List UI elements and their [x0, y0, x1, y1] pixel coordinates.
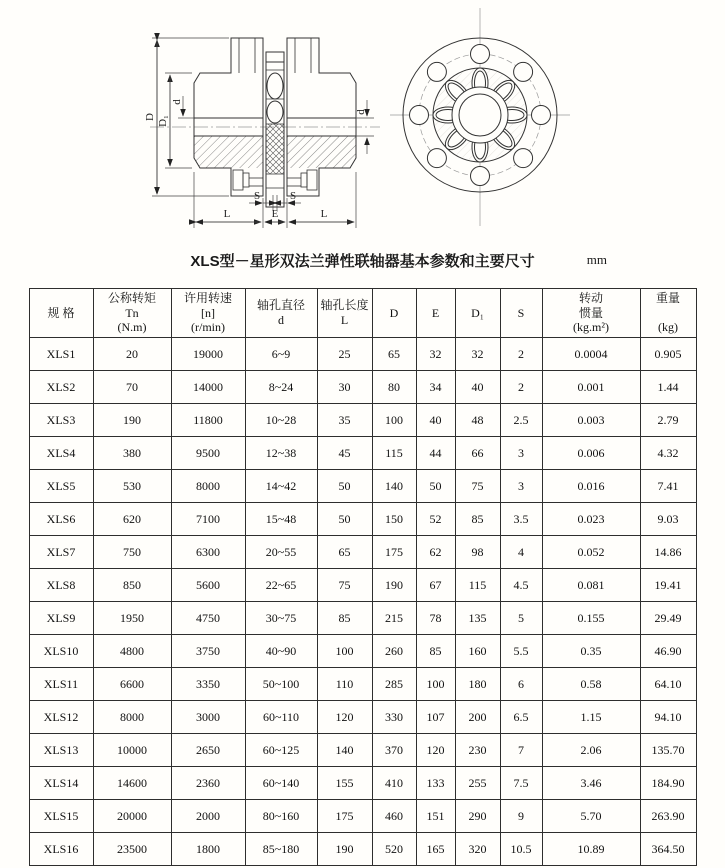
- column-header-line: (kg.m²): [573, 320, 609, 335]
- table-row: [29, 470, 696, 503]
- table-cell: 85: [317, 602, 372, 635]
- table-cell: 22~65: [245, 569, 317, 602]
- dim-label-S-left: S: [253, 190, 261, 202]
- table-cell: 14600: [93, 767, 171, 800]
- table-cell: 40: [455, 371, 500, 404]
- dim-label-d-left: d: [171, 99, 183, 105]
- column-header-2: [171, 289, 245, 338]
- table-cell: 50: [317, 470, 372, 503]
- table-cell: 151: [416, 800, 455, 833]
- row-label: XLS7: [29, 536, 93, 569]
- table-cell: 34: [416, 371, 455, 404]
- table-cell: 78: [416, 602, 455, 635]
- table-cell: 35: [317, 404, 372, 437]
- section-view: [144, 38, 380, 228]
- table-cell: 67: [416, 569, 455, 602]
- table-cell: 30: [317, 371, 372, 404]
- column-header-line: (r/min): [191, 320, 225, 335]
- table-row: [29, 734, 696, 767]
- table-cell: 100: [372, 404, 416, 437]
- table-cell: 120: [416, 734, 455, 767]
- table-cell: 0.001: [542, 371, 640, 404]
- table-row: [29, 569, 696, 602]
- column-header-line: [n]: [201, 305, 215, 320]
- table-cell: 6600: [93, 668, 171, 701]
- column-header-line: D: [389, 305, 399, 320]
- table-cell: 3: [500, 470, 542, 503]
- table-header-row: [29, 289, 696, 338]
- row-label: XLS12: [29, 701, 93, 734]
- table-cell: 165: [416, 833, 455, 866]
- column-header-8: [500, 289, 542, 338]
- table-row: [29, 536, 696, 569]
- table-cell: 32: [416, 338, 455, 371]
- table-cell: 4: [500, 536, 542, 569]
- table-cell: 2360: [171, 767, 245, 800]
- table-cell: 0.003: [542, 404, 640, 437]
- column-header-line: 惯量: [578, 305, 603, 320]
- table-cell: 3750: [171, 635, 245, 668]
- table-cell: 133: [416, 767, 455, 800]
- table-cell: 184.90: [640, 767, 696, 800]
- column-header-line: 重量: [655, 291, 680, 306]
- table-row: [29, 833, 696, 866]
- center-bore-circle: [459, 94, 501, 136]
- table-cell: 50~100: [245, 668, 317, 701]
- table-row: [29, 668, 696, 701]
- table-cell: 60~125: [245, 734, 317, 767]
- table-cell: 8~24: [245, 371, 317, 404]
- table-cell: 9500: [171, 437, 245, 470]
- table-cell: 45: [317, 437, 372, 470]
- table-cell: 2: [500, 338, 542, 371]
- table-row: [29, 338, 696, 371]
- page-title: XLS型－星形双法兰弹性联轴器基本参数和主要尺寸: [190, 253, 535, 270]
- column-header-5: [372, 289, 416, 338]
- table-cell: 44: [416, 437, 455, 470]
- table-cell: 11800: [171, 404, 245, 437]
- column-header-0: [29, 289, 93, 338]
- table-cell: 0.0004: [542, 338, 640, 371]
- table-cell: 285: [372, 668, 416, 701]
- table-cell: 5: [500, 602, 542, 635]
- row-label: XLS4: [29, 437, 93, 470]
- table-cell: 364.50: [640, 833, 696, 866]
- table-cell: 14~42: [245, 470, 317, 503]
- table-row: [29, 602, 696, 635]
- table-cell: 9.03: [640, 503, 696, 536]
- table-cell: 3.5: [500, 503, 542, 536]
- table-cell: 30~75: [245, 602, 317, 635]
- table-cell: 107: [416, 701, 455, 734]
- dim-label-L-right: L: [320, 208, 328, 220]
- table-cell: 380: [93, 437, 171, 470]
- table-cell: 6~9: [245, 338, 317, 371]
- table-cell: 0.052: [542, 536, 640, 569]
- table-cell: 14000: [171, 371, 245, 404]
- table-cell: 1.44: [640, 371, 696, 404]
- table-cell: 0.023: [542, 503, 640, 536]
- spec-table: [29, 288, 697, 866]
- technical-drawing: [0, 0, 725, 248]
- table-cell: 180: [455, 668, 500, 701]
- table-cell: 135: [455, 602, 500, 635]
- table-cell: 75: [455, 470, 500, 503]
- table-cell: 20000: [93, 800, 171, 833]
- table-cell: 85~180: [245, 833, 317, 866]
- row-label: XLS15: [29, 800, 93, 833]
- table-cell: 135.70: [640, 734, 696, 767]
- table-cell: 98: [455, 536, 500, 569]
- table-cell: 7.41: [640, 470, 696, 503]
- column-header-line: 轴孔直径: [256, 298, 305, 313]
- table-cell: 520: [372, 833, 416, 866]
- table-cell: 25: [317, 338, 372, 371]
- bolt-detail-left: [233, 170, 263, 190]
- table-cell: 19000: [171, 338, 245, 371]
- table-cell: 29.49: [640, 602, 696, 635]
- table-cell: 94.10: [640, 701, 696, 734]
- table-cell: 80: [372, 371, 416, 404]
- table-row: [29, 767, 696, 800]
- table-cell: 3.46: [542, 767, 640, 800]
- column-header-line: 轴孔长度: [320, 298, 369, 313]
- table-cell: 175: [372, 536, 416, 569]
- table-cell: 190: [93, 404, 171, 437]
- table-cell: 14.86: [640, 536, 696, 569]
- table-row: [29, 635, 696, 668]
- column-header-line: Tn: [125, 305, 139, 320]
- table-cell: 4750: [171, 602, 245, 635]
- front-view: [390, 8, 570, 226]
- table-cell: 65: [317, 536, 372, 569]
- table-cell: 4800: [93, 635, 171, 668]
- table-row: [29, 800, 696, 833]
- table-cell: 2650: [171, 734, 245, 767]
- table-cell: 200: [455, 701, 500, 734]
- column-header-7: [455, 289, 500, 338]
- table-cell: 20~55: [245, 536, 317, 569]
- table-cell: 160: [455, 635, 500, 668]
- table-cell: 1.15: [542, 701, 640, 734]
- table-cell: 100: [317, 635, 372, 668]
- column-header-line: (kg): [658, 320, 678, 335]
- table-row: [29, 437, 696, 470]
- table-cell: 140: [372, 470, 416, 503]
- table-cell: 0.35: [542, 635, 640, 668]
- row-label: XLS3: [29, 404, 93, 437]
- table-cell: 70: [93, 371, 171, 404]
- column-header-10: [640, 289, 696, 338]
- table-cell: 8000: [171, 470, 245, 503]
- table-cell: 3: [500, 437, 542, 470]
- dim-label-d-right: d: [355, 109, 367, 115]
- table-cell: 50: [416, 470, 455, 503]
- table-cell: 80~160: [245, 800, 317, 833]
- dim-label-E: E: [271, 208, 279, 220]
- table-cell: 5600: [171, 569, 245, 602]
- table-cell: 230: [455, 734, 500, 767]
- table-cell: 50: [317, 503, 372, 536]
- table-cell: 0.006: [542, 437, 640, 470]
- table-cell: 46.90: [640, 635, 696, 668]
- column-header-4: [317, 289, 372, 338]
- table-row: [29, 371, 696, 404]
- table-cell: 115: [455, 569, 500, 602]
- table-cell: 20: [93, 338, 171, 371]
- column-header-line: [642, 306, 695, 321]
- table-cell: 19.41: [640, 569, 696, 602]
- table-cell: 2: [500, 371, 542, 404]
- dim-label-S-right: S: [289, 190, 297, 202]
- row-label: XLS1: [29, 338, 93, 371]
- table-cell: 15~48: [245, 503, 317, 536]
- dim-label-D1: D₁: [157, 115, 169, 127]
- table-cell: 3350: [171, 668, 245, 701]
- column-header-line: 规 格: [47, 305, 75, 320]
- table-cell: 175: [317, 800, 372, 833]
- row-label: XLS2: [29, 371, 93, 404]
- column-header-line: L: [340, 313, 349, 327]
- table-cell: 60~110: [245, 701, 317, 734]
- table-cell: 85: [455, 503, 500, 536]
- table-cell: 190: [317, 833, 372, 866]
- table-cell: 32: [455, 338, 500, 371]
- table-cell: 1800: [171, 833, 245, 866]
- table-cell: 0.58: [542, 668, 640, 701]
- row-label: XLS8: [29, 569, 93, 602]
- table-cell: 40: [416, 404, 455, 437]
- table-cell: 215: [372, 602, 416, 635]
- table-row: [29, 503, 696, 536]
- table-cell: 10000: [93, 734, 171, 767]
- table-cell: 10.5: [500, 833, 542, 866]
- table-cell: 110: [317, 668, 372, 701]
- table-cell: 620: [93, 503, 171, 536]
- column-header-line: d: [278, 313, 284, 327]
- table-cell: 115: [372, 437, 416, 470]
- table-cell: 7.5: [500, 767, 542, 800]
- column-header-line: E: [431, 305, 440, 320]
- table-cell: 460: [372, 800, 416, 833]
- table-cell: 255: [455, 767, 500, 800]
- column-header-9: [542, 289, 640, 338]
- table-cell: 140: [317, 734, 372, 767]
- table-cell: 65: [372, 338, 416, 371]
- dim-label-D: D: [144, 113, 156, 121]
- column-header-line: (N.m): [117, 320, 147, 335]
- table-cell: 2.5: [500, 404, 542, 437]
- column-header-3: [245, 289, 317, 338]
- table-cell: 2.79: [640, 404, 696, 437]
- table-cell: 6.5: [500, 701, 542, 734]
- row-label: XLS16: [29, 833, 93, 866]
- table-cell: 0.081: [542, 569, 640, 602]
- table-cell: 7100: [171, 503, 245, 536]
- right-hub-outline: [287, 38, 356, 196]
- table-cell: 10~28: [245, 404, 317, 437]
- table-cell: 330: [372, 701, 416, 734]
- unit-label: mm: [586, 252, 607, 267]
- row-label: XLS6: [29, 503, 93, 536]
- table-cell: 52: [416, 503, 455, 536]
- coupling-drawing-svg: [0, 0, 725, 248]
- table-cell: 0.155: [542, 602, 640, 635]
- table-row: [29, 404, 696, 437]
- table-cell: 4.5: [500, 569, 542, 602]
- table-cell: 40~90: [245, 635, 317, 668]
- table-cell: 0.905: [640, 338, 696, 371]
- table-cell: 100: [416, 668, 455, 701]
- table-cell: 75: [317, 569, 372, 602]
- column-header-line: D₁: [471, 305, 484, 320]
- column-header-6: [416, 289, 455, 338]
- table-cell: 64.10: [640, 668, 696, 701]
- table-row: [29, 701, 696, 734]
- column-header-line: 许用转速: [183, 291, 232, 306]
- table-cell: 5.70: [542, 800, 640, 833]
- row-label: XLS10: [29, 635, 93, 668]
- table-cell: 66: [455, 437, 500, 470]
- row-label: XLS9: [29, 602, 93, 635]
- table-cell: 12~38: [245, 437, 317, 470]
- table-cell: 1950: [93, 602, 171, 635]
- table-cell: 2000: [171, 800, 245, 833]
- table-cell: 150: [372, 503, 416, 536]
- table-cell: 3000: [171, 701, 245, 734]
- bolt-detail-right: [287, 170, 317, 190]
- left-hub-outline: [194, 38, 263, 196]
- table-cell: 850: [93, 569, 171, 602]
- table-cell: 8000: [93, 701, 171, 734]
- column-header-line: 转动: [578, 291, 603, 306]
- dim-label-L-left: L: [223, 208, 231, 220]
- row-label: XLS13: [29, 734, 93, 767]
- table-cell: 2.06: [542, 734, 640, 767]
- table-cell: 370: [372, 734, 416, 767]
- table-cell: 320: [455, 833, 500, 866]
- table-cell: 7: [500, 734, 542, 767]
- table-cell: 48: [455, 404, 500, 437]
- row-label: XLS14: [29, 767, 93, 800]
- table-cell: 4.32: [640, 437, 696, 470]
- table-cell: 190: [372, 569, 416, 602]
- table-cell: 60~140: [245, 767, 317, 800]
- table-cell: 290: [455, 800, 500, 833]
- table-cell: 9: [500, 800, 542, 833]
- table-cell: 0.016: [542, 470, 640, 503]
- table-cell: 750: [93, 536, 171, 569]
- column-header-line: S: [517, 305, 525, 320]
- table-cell: 5.5: [500, 635, 542, 668]
- row-label: XLS5: [29, 470, 93, 503]
- table-cell: 10.89: [542, 833, 640, 866]
- table-cell: 6: [500, 668, 542, 701]
- row-label: XLS11: [29, 668, 93, 701]
- table-cell: 530: [93, 470, 171, 503]
- column-header-1: [93, 289, 171, 338]
- table-cell: 23500: [93, 833, 171, 866]
- table-cell: 155: [317, 767, 372, 800]
- table-cell: 263.90: [640, 800, 696, 833]
- table-cell: 260: [372, 635, 416, 668]
- table-cell: 410: [372, 767, 416, 800]
- table-cell: 62: [416, 536, 455, 569]
- table-cell: 85: [416, 635, 455, 668]
- table-cell: 120: [317, 701, 372, 734]
- table-cell: 6300: [171, 536, 245, 569]
- column-header-line: 公称转矩: [107, 291, 156, 306]
